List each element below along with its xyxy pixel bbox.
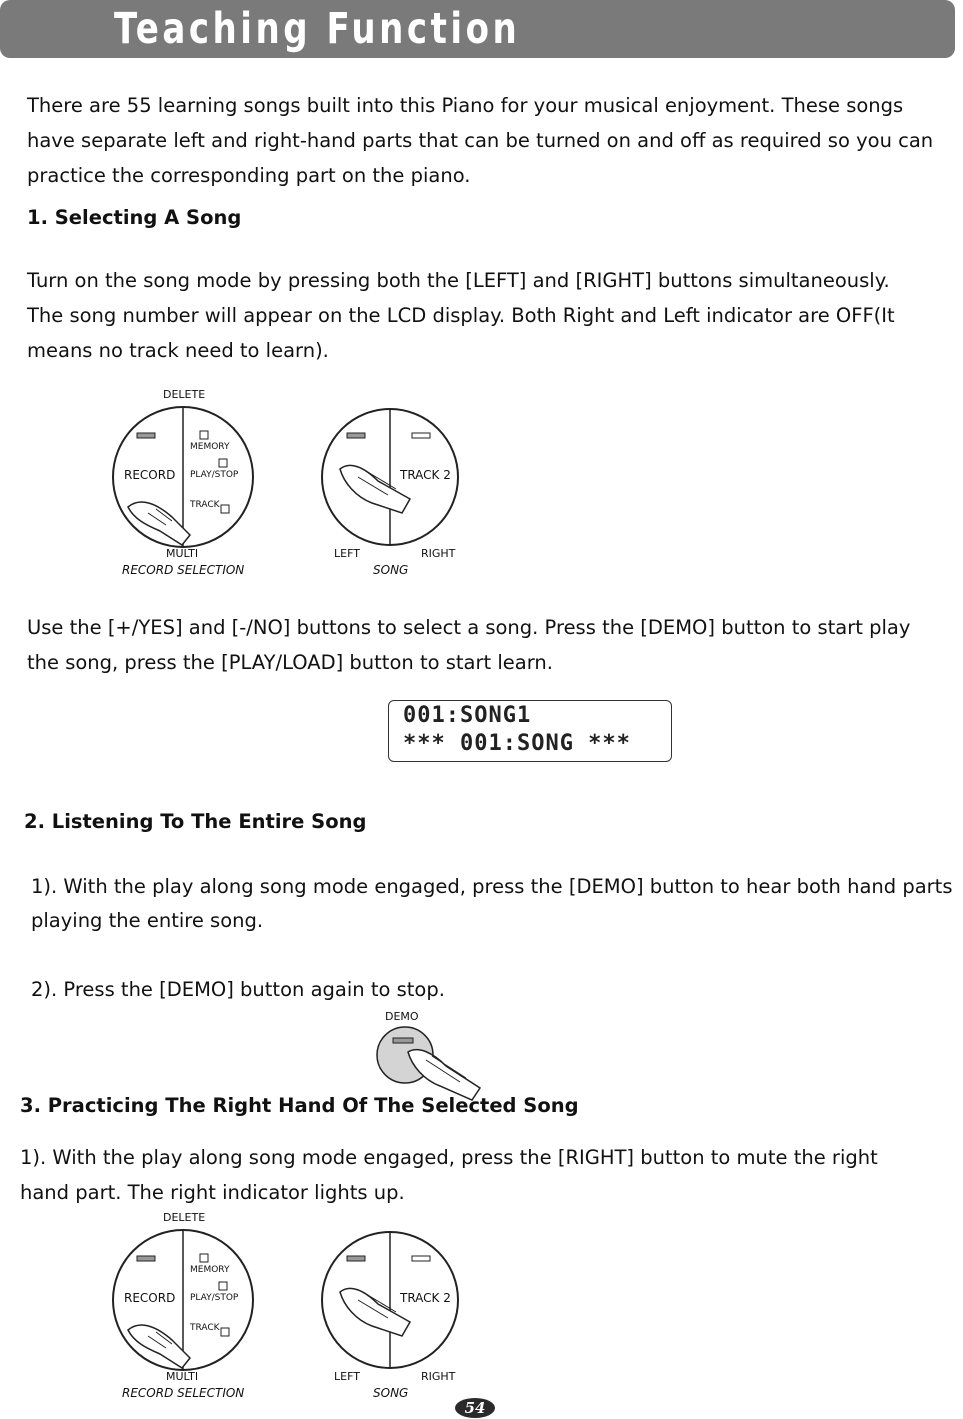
play-stop-label: PLAY/STOP (190, 1293, 239, 1303)
play-stop-label: PLAY/STOP (190, 470, 239, 480)
section3-step1-line-1: 1). With the play along song mode engaged, press the [RIGHT] button to mute the right (20, 1146, 878, 1169)
section2-step2: 2). Press the [DEMO] button again to stop. (31, 978, 445, 1001)
record-label: RECORD (124, 468, 176, 482)
section3-step1-line-2: hand part. The right indicator lights up. (20, 1181, 405, 1204)
record-selection-caption: RECORD SELECTION (122, 563, 245, 577)
section1-para1-line-3: means no track need to learn). (27, 339, 329, 362)
intro-line-3: practice the corresponding part on the piano. (27, 164, 471, 187)
track-label: TRACK (190, 500, 220, 510)
panel-diagram-bottom (110, 1208, 480, 1408)
lcd-line-1: 001:SONG1 (403, 703, 532, 728)
page-title: Teaching Function (114, 4, 521, 54)
panel-diagram-top (110, 385, 480, 585)
section1-para2-line-1: Use the [+/YES] and [-/NO] buttons to select a song. Press the [DEMO] button to start play (27, 616, 911, 639)
section3-heading: 3. Practicing The Right Hand Of The Selected Song (20, 1094, 579, 1117)
song-caption: SONG (373, 1386, 409, 1400)
multi-label: MULTI (166, 1370, 199, 1383)
track2-label: TRACK 2 (400, 468, 451, 482)
record-selection-caption: RECORD SELECTION (122, 1386, 245, 1400)
section2-heading: 2. Listening To The Entire Song (24, 810, 367, 833)
memory-label: MEMORY (190, 442, 230, 452)
section2-step1-line-2: playing the entire song. (31, 909, 264, 932)
right-label: RIGHT (421, 1370, 456, 1383)
lcd-display (388, 700, 672, 762)
delete-label: DELETE (163, 1211, 206, 1224)
section1-para1-line-1: Turn on the song mode by pressing both the [LEFT] and [RIGHT] buttons simultaneously. (27, 269, 890, 292)
track-label: TRACK (190, 1323, 220, 1333)
memory-label: MEMORY (190, 1265, 230, 1275)
demo-label: DEMO (385, 1010, 419, 1023)
page-number: 54 (455, 1398, 495, 1418)
section2-step1-line-1: 1). With the play along song mode engaged, press the [DEMO] button to hear both hand parts (31, 875, 953, 898)
demo-button-icon (370, 1022, 490, 1102)
right-label: RIGHT (421, 547, 456, 560)
multi-label: MULTI (166, 547, 199, 560)
section1-heading: 1. Selecting A Song (27, 206, 242, 229)
intro-line-1: There are 55 learning songs built into this Piano for your musical enjoyment. These songs (27, 94, 904, 117)
intro-line-2: have separate left and right-hand parts that can be turned on and off as required so you can (27, 129, 934, 152)
track2-label: TRACK 2 (400, 1291, 451, 1305)
lcd-line-2: *** 001:SONG *** (403, 731, 631, 756)
record-label: RECORD (124, 1291, 176, 1305)
section1-para1-line-2: The song number will appear on the LCD display. Both Right and Left indicator are OFF(It (27, 304, 895, 327)
section1-para2-line-2: the song, press the [PLAY/LOAD] button to start learn. (27, 651, 553, 674)
left-label: LEFT (334, 547, 360, 560)
left-label: LEFT (334, 1370, 360, 1383)
song-caption: SONG (373, 563, 409, 577)
delete-label: DELETE (163, 388, 206, 401)
